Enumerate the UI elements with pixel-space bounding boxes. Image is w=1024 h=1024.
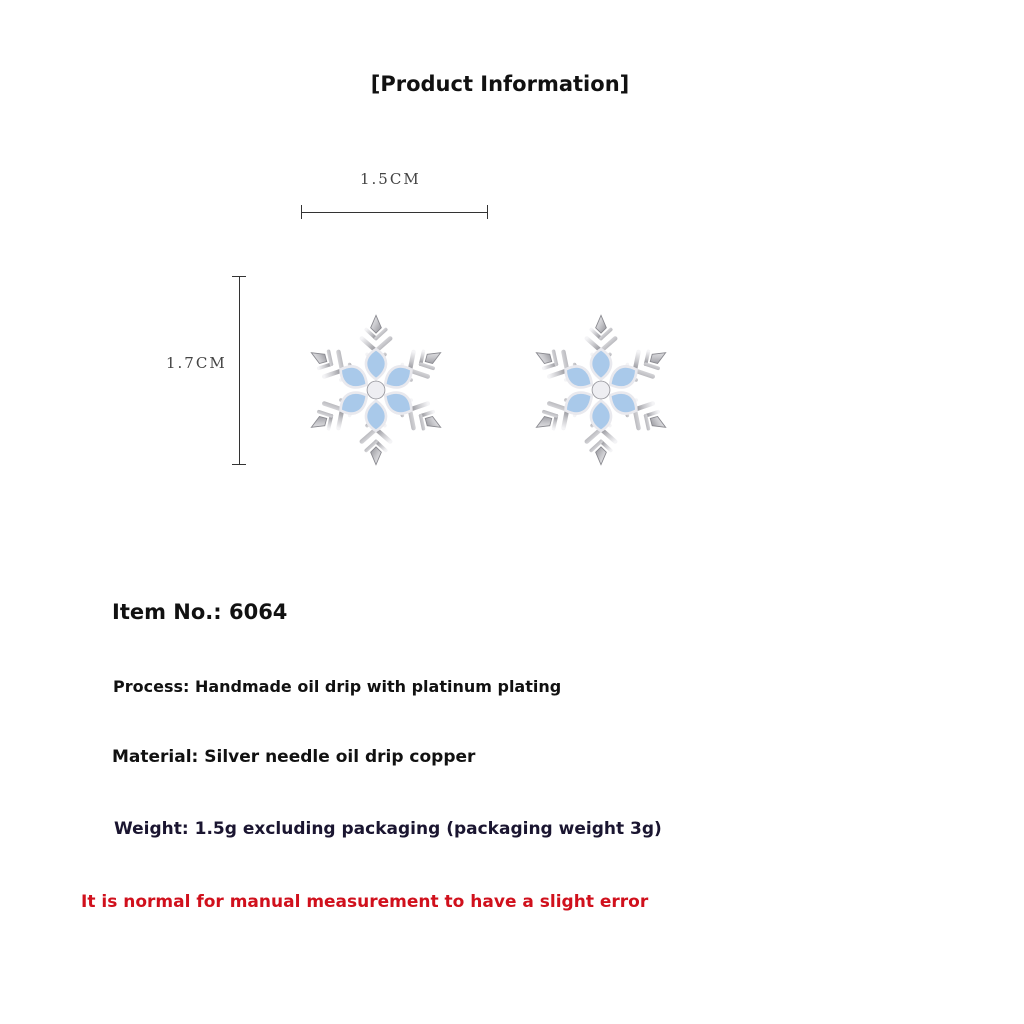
process-info: Process: Handmade oil drip with platinum plating [113,677,562,696]
snowflake-earring-left-icon [296,300,456,480]
height-dimension-cap-bottom [232,464,246,465]
page-title: [Product Information] [370,72,630,96]
weight-info: Weight: 1.5g excluding packaging (packaging weight 3g) [114,819,662,839]
material-info: Material: Silver needle oil drip copper [112,747,476,767]
height-dimension-cap-top [232,276,246,277]
width-dimension-cap-right [487,205,488,219]
height-dimension-label: 1.7CM [166,354,227,372]
item-number: Item No.: 6064 [112,600,288,624]
width-dimension-line [301,212,487,213]
snowflake-earring-right-icon [521,300,681,480]
width-dimension-cap-left [301,205,302,219]
measurement-note: It is normal for manual measurement to have a slight error [81,892,649,912]
width-dimension-label: 1.5CM [360,170,421,188]
height-dimension-line [239,276,240,464]
